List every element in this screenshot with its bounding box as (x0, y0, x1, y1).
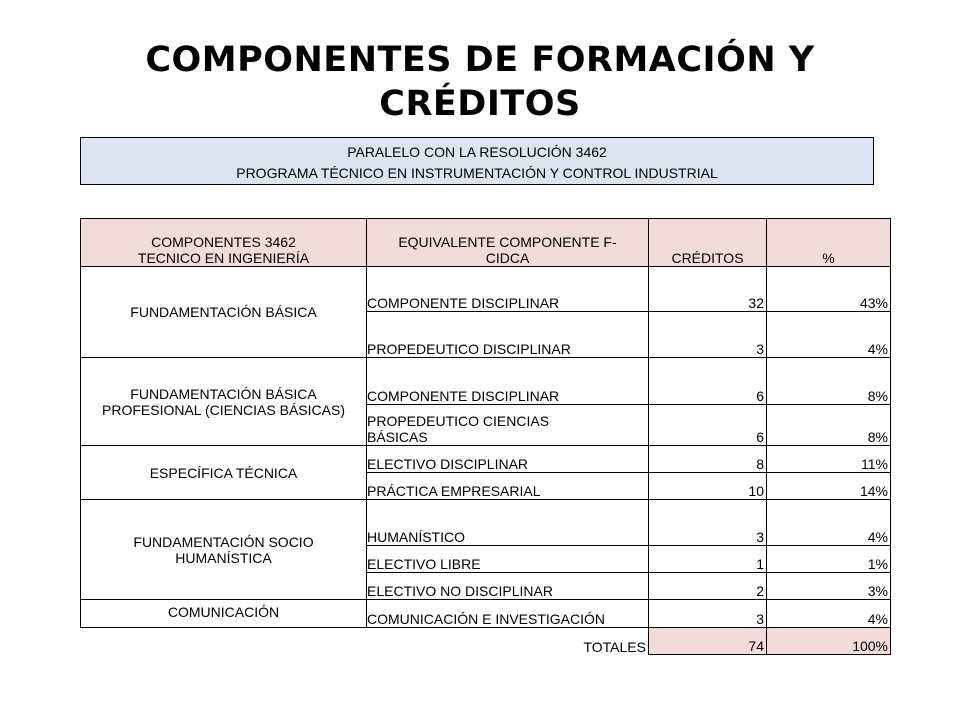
group-fundamentacion-socio-humanistica (81, 500, 367, 600)
percent-cell: 8% (767, 405, 891, 446)
page-title-line-1: COMPONENTES DE FORMACIÓN Y (145, 40, 815, 80)
totals-label: TOTALES (367, 628, 649, 655)
col-header-equivalente-line-2: CIDCA (485, 250, 530, 266)
resolution-line: PARALELO CON LA RESOLUCIÓN 3462 (347, 144, 607, 160)
totals-creditos: 74 (649, 628, 767, 655)
creditos-cell: 10 (649, 473, 767, 500)
resolution-header-table (80, 137, 874, 185)
equivalente-cell: PRÁCTICA EMPRESARIAL (367, 473, 649, 500)
page-title (0, 38, 960, 126)
creditos-cell: 32 (649, 267, 767, 312)
program-line: PROGRAMA TÉCNICO EN INSTRUMENTACIÓN Y CONTROL INDUSTRIAL (236, 165, 718, 181)
totals-spacer (81, 628, 367, 655)
percent-cell: 4% (767, 312, 891, 358)
percent-cell: 3% (767, 573, 891, 600)
equivalente-cell: ELECTIVO NO DISCIPLINAR (367, 573, 649, 600)
percent-cell: 43% (767, 267, 891, 312)
resolution-header-cell (81, 138, 874, 185)
group-label-line-2: HUMANÍSTICA (175, 549, 272, 566)
totals-percent: 100% (767, 628, 891, 655)
percent-cell: 11% (767, 446, 891, 473)
table-row (81, 358, 891, 405)
equivalente-cell: ELECTIVO DISCIPLINAR (367, 446, 649, 473)
percent-cell: 1% (767, 546, 891, 573)
credits-table (80, 218, 891, 655)
equivalente-cell: COMPONENTE DISCIPLINAR (367, 267, 649, 312)
col-header-percent: % (767, 219, 891, 267)
table-header-row (81, 219, 891, 267)
percent-cell: 4% (767, 500, 891, 546)
table-row (81, 600, 891, 628)
creditos-cell: 6 (649, 405, 767, 446)
group-label-line-1: FUNDAMENTACIÓN SOCIO (133, 533, 314, 550)
equivalente-cell: ELECTIVO LIBRE (367, 546, 649, 573)
totals-row (81, 628, 891, 655)
col-header-creditos: CRÉDITOS (649, 219, 767, 267)
col-header-componentes (81, 219, 367, 267)
creditos-cell: 6 (649, 358, 767, 405)
col-header-equivalente-line-1: EQUIVALENTE COMPONENTE F- (398, 234, 617, 250)
table-row (81, 267, 891, 312)
col-header-componentes-line-2: TECNICO EN INGENIERÍA (137, 250, 310, 266)
group-label-line-2: PROFESIONAL (CIENCIAS BÁSICAS) (102, 401, 345, 418)
col-header-equivalente (367, 219, 649, 267)
percent-cell: 14% (767, 473, 891, 500)
col-header-componentes-line-1: COMPONENTES 3462 (151, 234, 296, 250)
creditos-cell: 3 (649, 600, 767, 628)
group-especifica-tecnica: ESPECÍFICA TÉCNICA (81, 446, 367, 500)
equivalente-cell: HUMANÍSTICO (367, 500, 649, 546)
table-row (81, 500, 891, 546)
group-fundamentacion-basica-profesional (81, 358, 367, 446)
percent-cell: 8% (767, 358, 891, 405)
table-row (81, 446, 891, 473)
equivalente-cell (367, 405, 649, 446)
equivalente-cell: COMUNICACIÓN E INVESTIGACIÓN (367, 600, 649, 628)
equivalente-cell: COMPONENTE DISCIPLINAR (367, 358, 649, 405)
percent-cell: 4% (767, 600, 891, 628)
equivalente-cell: PROPEDEUTICO DISCIPLINAR (367, 312, 649, 358)
creditos-cell: 3 (649, 312, 767, 358)
group-label-line-1: FUNDAMENTACIÓN BÁSICA (130, 385, 317, 402)
group-fundamentacion-basica: FUNDAMENTACIÓN BÁSICA (81, 267, 367, 358)
equivalente-line-1: PROPEDEUTICO CIENCIAS (367, 413, 550, 429)
creditos-cell: 3 (649, 500, 767, 546)
page-title-line-2: CRÉDITOS (379, 84, 581, 124)
creditos-cell: 1 (649, 546, 767, 573)
group-comunicacion: COMUNICACIÓN (81, 600, 367, 628)
creditos-cell: 2 (649, 573, 767, 600)
equivalente-line-2: BÁSICAS (367, 429, 428, 445)
creditos-cell: 8 (649, 446, 767, 473)
